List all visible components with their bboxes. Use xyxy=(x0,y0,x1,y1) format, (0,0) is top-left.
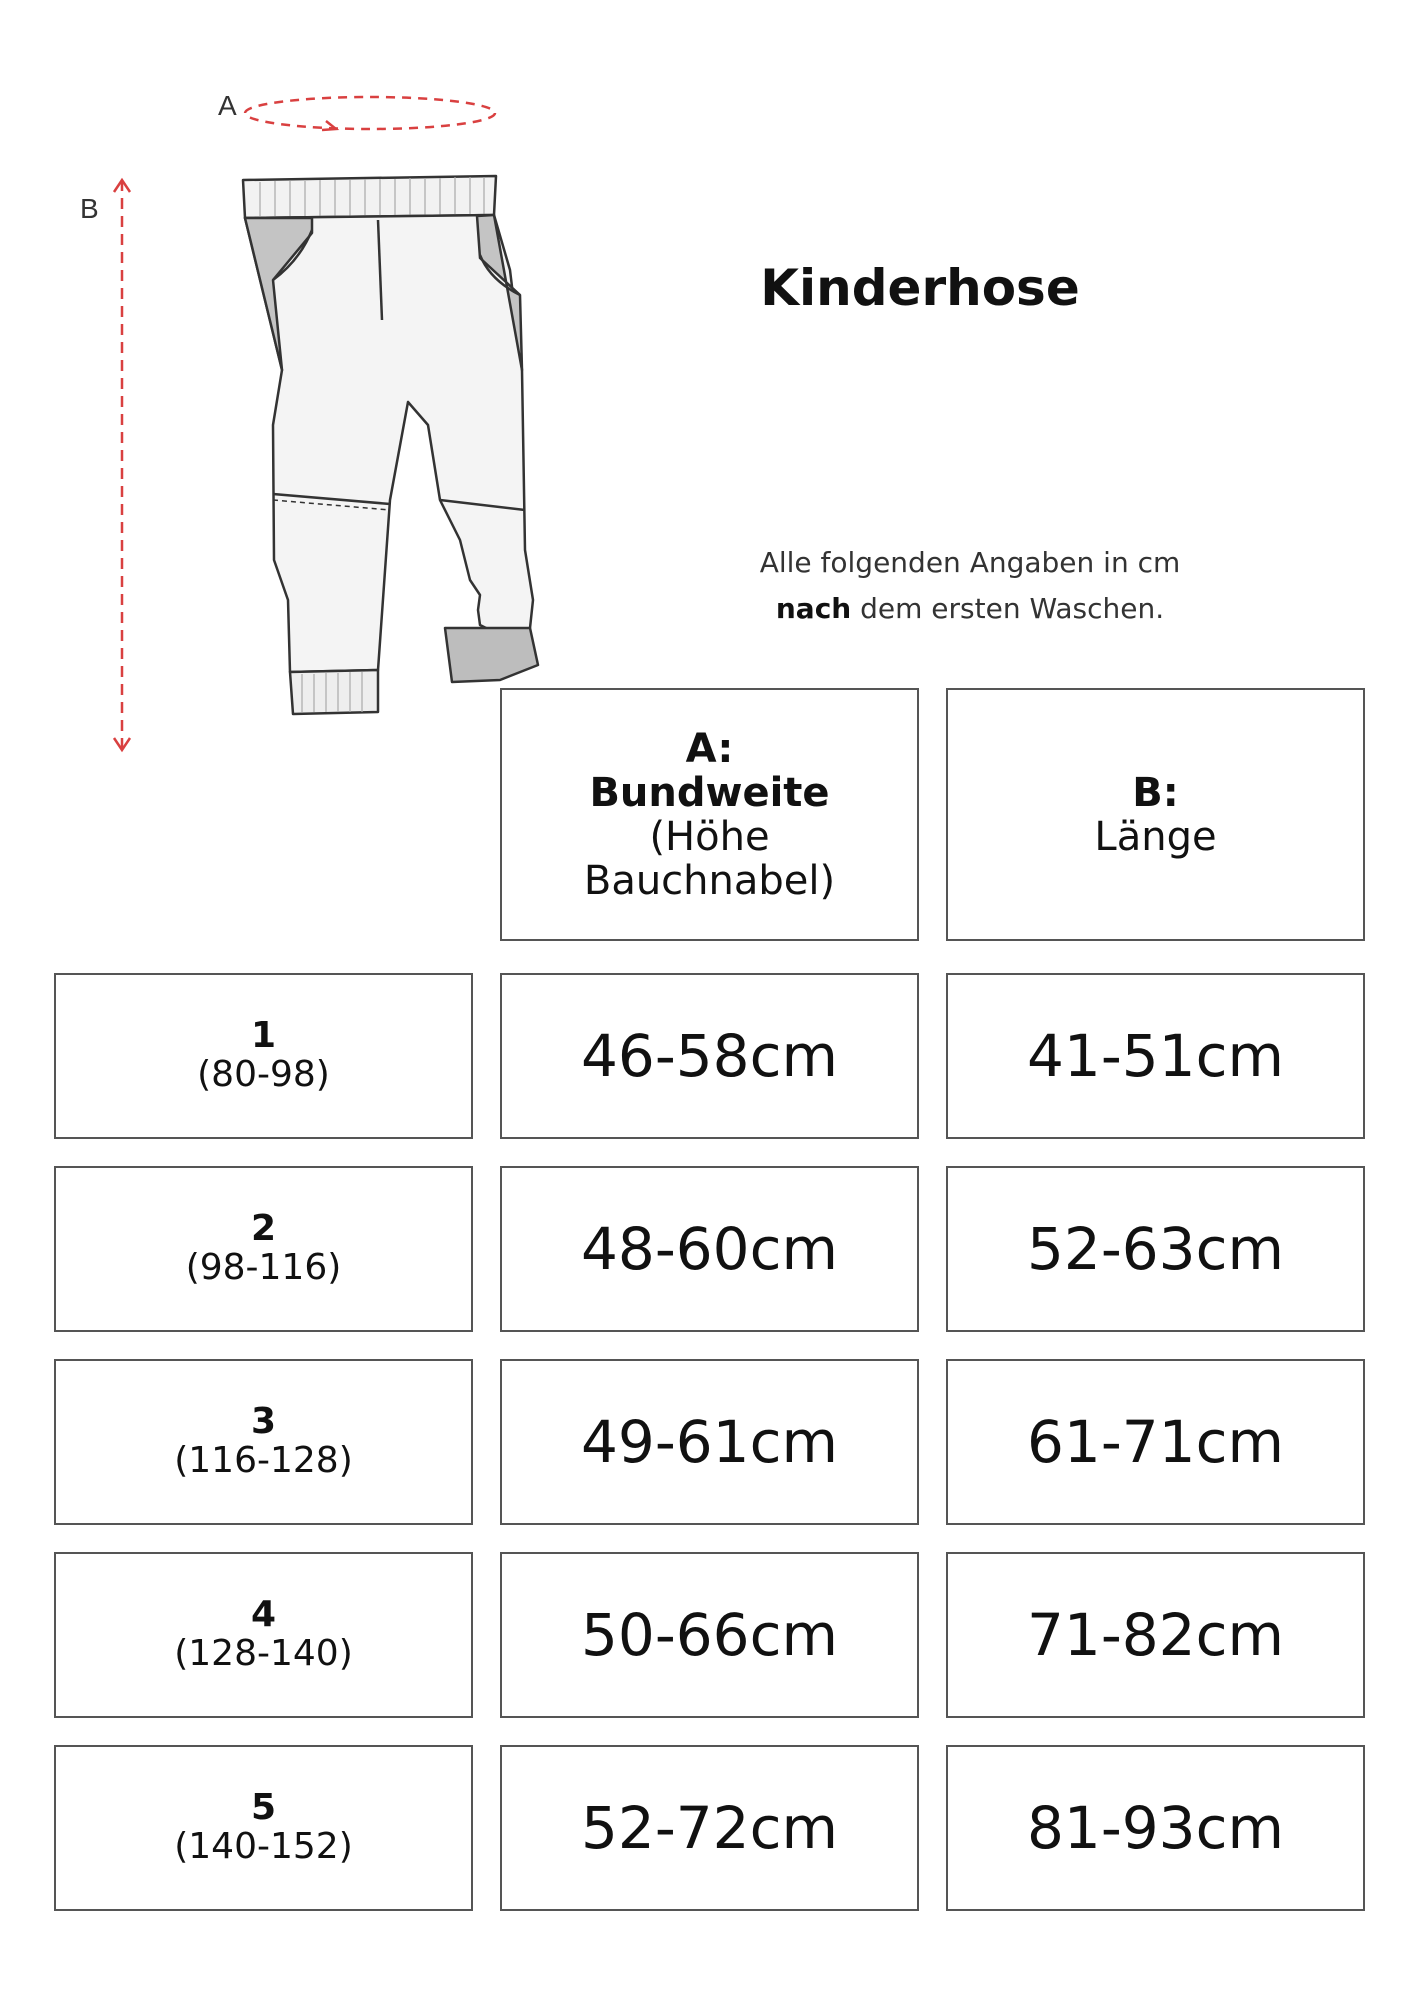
length-value: 71-82cm xyxy=(1027,1601,1284,1669)
waist-value: 52-72cm xyxy=(581,1794,838,1862)
length-value: 61-71cm xyxy=(1027,1408,1284,1476)
column-name: Bundweite xyxy=(589,769,830,816)
column-code: B: xyxy=(1132,769,1179,816)
size-number: 2 xyxy=(250,1208,277,1249)
column-header-length xyxy=(946,688,1365,941)
note-line-2-rest: dem ersten Waschen. xyxy=(851,592,1165,625)
waist-value-cell xyxy=(500,1745,919,1911)
size-range: (116-128) xyxy=(174,1440,353,1481)
size-number: 3 xyxy=(250,1401,277,1442)
size-cell xyxy=(54,1166,473,1332)
label-a: A xyxy=(218,90,237,121)
length-value: 52-63cm xyxy=(1027,1215,1284,1283)
waist-measure-guide xyxy=(218,90,495,130)
length-measure-guide xyxy=(80,180,130,750)
measurement-note xyxy=(680,540,1260,632)
length-value-cell xyxy=(946,1359,1365,1525)
waist-value-cell xyxy=(500,1359,919,1525)
note-line-1: Alle folgenden Angaben in cm xyxy=(759,546,1181,579)
column-code: A: xyxy=(685,725,734,772)
size-range: (98-116) xyxy=(185,1247,342,1288)
size-number: 1 xyxy=(250,1015,277,1056)
length-value-cell xyxy=(946,1552,1365,1718)
length-value-cell xyxy=(946,973,1365,1139)
pants-illustration xyxy=(60,80,560,780)
waist-value: 50-66cm xyxy=(581,1601,838,1669)
length-value-cell xyxy=(946,1166,1365,1332)
size-cell xyxy=(54,973,473,1139)
waist-value-cell xyxy=(500,1166,919,1332)
note-line-2 xyxy=(680,586,1260,632)
size-range: (140-152) xyxy=(174,1826,353,1867)
column-subtitle: (Höhe Bauchnabel) xyxy=(583,813,836,904)
note-emphasis: nach xyxy=(775,592,852,625)
size-cell xyxy=(54,1552,473,1718)
label-b: B xyxy=(80,193,99,224)
waist-value-cell xyxy=(500,1552,919,1718)
size-range: (80-98) xyxy=(197,1054,330,1095)
size-number: 5 xyxy=(250,1787,277,1828)
page-title: Kinderhose xyxy=(760,259,1080,317)
length-value-cell xyxy=(946,1745,1365,1911)
waist-value-cell xyxy=(500,973,919,1139)
size-range: (128-140) xyxy=(174,1633,353,1674)
size-cell xyxy=(54,1359,473,1525)
waist-value: 46-58cm xyxy=(581,1022,838,1090)
length-value: 41-51cm xyxy=(1027,1022,1284,1090)
pants-drawing xyxy=(243,176,538,714)
size-cell xyxy=(54,1745,473,1911)
column-header-waist xyxy=(500,688,919,941)
waist-value: 48-60cm xyxy=(581,1215,838,1283)
column-name: Länge xyxy=(1094,813,1217,860)
size-number: 4 xyxy=(250,1594,277,1635)
length-value: 81-93cm xyxy=(1027,1794,1284,1862)
waist-value: 49-61cm xyxy=(581,1408,838,1476)
